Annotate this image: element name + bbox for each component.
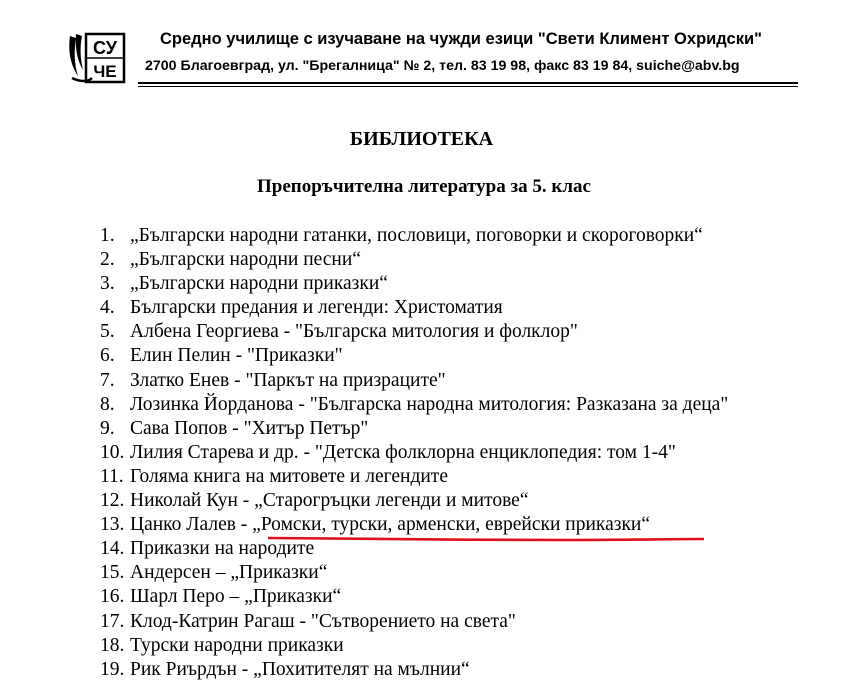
list-item: [100, 658, 728, 682]
list-item: [100, 610, 728, 634]
list-number: 19.: [100, 658, 125, 680]
header-divider: [138, 82, 798, 84]
list-number: 12.: [100, 490, 125, 512]
list-number: 13.: [100, 514, 125, 536]
list-number: 16.: [100, 586, 125, 608]
list-item: [100, 489, 728, 513]
list-number: 8.: [100, 393, 115, 415]
book-title: Цанко Лалев - „Ромски, турски, арменски, еврейски приказки“: [130, 514, 651, 536]
book-title: Клод-Катрин Рагаш - "Сътворението на света": [130, 610, 516, 632]
book-title: Шарл Перо – „Приказки“: [130, 586, 342, 608]
book-title: Приказки на народите: [130, 538, 315, 560]
book-title: „Български народни гатанки, пословици, поговорки и скороговорки“: [130, 225, 703, 246]
list-number: 15.: [100, 562, 125, 584]
list-item: [100, 369, 728, 393]
book-title: Николай Кун - „Старогръцки легенди и митове“: [130, 490, 529, 512]
header-divider-thin: [138, 86, 798, 87]
book-title: Албена Георгиева - "Българска митология и фолклор": [130, 321, 578, 343]
list-item: [100, 561, 728, 585]
list-item: [100, 585, 728, 609]
list-number: 6.: [100, 345, 115, 367]
logo-text-top: СУ: [93, 38, 117, 58]
list-item: [100, 296, 728, 320]
list-number: 2.: [100, 249, 115, 271]
list-number: 3.: [100, 273, 115, 295]
list-number: 5.: [100, 321, 115, 343]
list-item: [100, 393, 728, 417]
book-title: Лилия Старева и др. - "Детска фолклорна енциклопедия: том 1-4": [130, 441, 676, 463]
list-number: 9.: [100, 417, 115, 439]
school-address: 2700 Благоевград, ул. "Брегалница" № 2, тел. 83 19 98, факс 83 19 84, suiche@abv.bg: [145, 58, 740, 74]
page-title-text: БИБЛИОТЕКА: [349, 128, 494, 150]
book-title: „Български народни приказки“: [130, 273, 388, 295]
list-item: [100, 320, 728, 344]
book-title: Златко Енев - "Паркът на призраците": [130, 369, 446, 391]
book-title: Български предания и легенди: Христоматия: [130, 297, 503, 319]
book-list: [100, 224, 728, 682]
list-item: [100, 248, 728, 272]
list-item: [100, 224, 728, 248]
book-title: „Български народни песни“: [130, 249, 361, 271]
book-title: Турски народни приказки: [130, 634, 344, 656]
book-title: Лозинка Йорданова - "Българска народна митология: Разказана за деца": [130, 393, 729, 415]
school-logo: [66, 30, 126, 86]
book-title: Голяма книга на митовете и легендите: [130, 465, 448, 487]
logo-text-bottom: ЧЕ: [93, 62, 117, 81]
book-title: Андерсен – „Приказки“: [130, 562, 328, 584]
book-title: Рик Риърдън - „Похитителят на мълнии“: [130, 658, 470, 680]
list-number: 10.: [100, 441, 125, 463]
list-item: [100, 417, 728, 441]
page-subtitle: Препоръчителна литература за 5. клас: [257, 176, 591, 197]
list-item: [100, 344, 728, 368]
list-number: 18.: [100, 634, 125, 656]
list-number: 17.: [100, 610, 125, 632]
list-number: 1.: [100, 225, 115, 246]
school-name: Средно училище с изучаване на чужди езици "Свети Климент Охридски": [160, 30, 762, 48]
list-number: 7.: [100, 369, 115, 391]
book-title: Сава Попов - "Хитър Петър": [130, 417, 369, 439]
list-item: [100, 441, 728, 465]
list-item: [100, 634, 728, 658]
list-item: [100, 272, 728, 296]
list-item: [100, 513, 728, 537]
list-number: 4.: [100, 297, 115, 319]
list-number: 14.: [100, 538, 125, 560]
red-underline-annotation: [268, 536, 704, 542]
list-item: [100, 465, 728, 489]
list-number: 11.: [100, 465, 124, 487]
page-title: [0, 128, 863, 151]
book-title: Елин Пелин - "Приказки": [130, 345, 343, 367]
